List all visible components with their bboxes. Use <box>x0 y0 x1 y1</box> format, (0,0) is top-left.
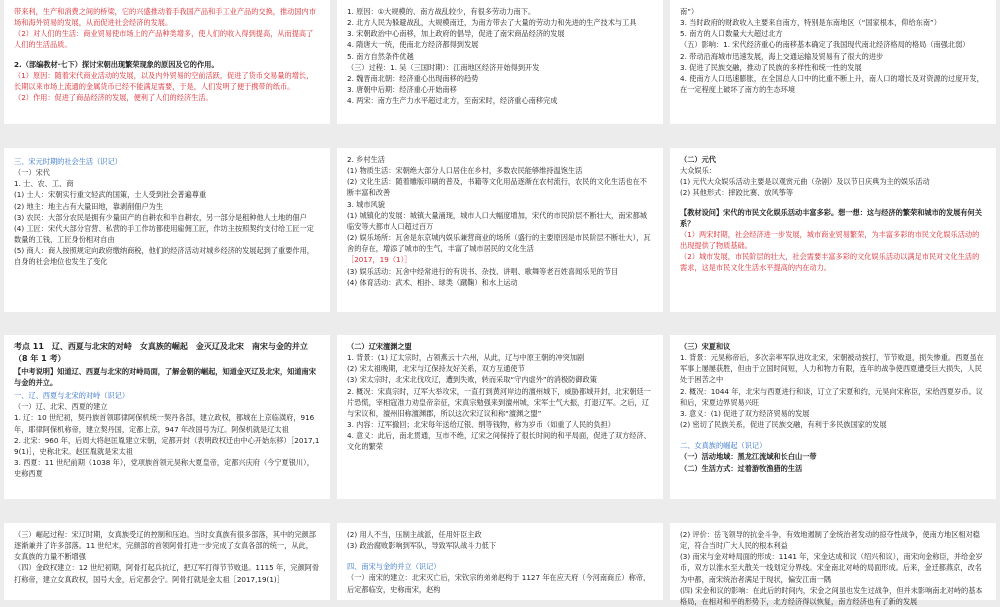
text-line: 2.（部编教材·七下）探讨宋朝出现繁荣现象的原因及它的作用。 <box>14 59 219 69</box>
text-line: 【中考说明】知道辽、西夏与北宋的对峙局面，了解金朝的崛起，知道金灭辽及北宋，知道南宋与金的并立。 <box>14 366 316 387</box>
text-line: (1) 士人：宋朝实行重文轻武的国策，士人受到社会普遍尊重 <box>14 190 207 200</box>
text-line: （2）城市发展，市民阶层的壮大，社会需要丰富多彩的文化娱乐活动以满足市民对文化生活的需求，这是市民文化生活水平提高的内在动力。 <box>680 252 980 273</box>
text-line: 3. 宋朝政治中心南移，加上政府的倡导，促进了南宋商品经济的发展 <box>347 29 565 39</box>
text-line: （1）原因：随着宋代商业活动的发展，以及内外贸易的空前活跃，促进了货币交易量的增长，长期以来市场上流通的金属货币已经不能满足需要，于是，人们发明了便于携带的纸币。 <box>14 70 314 91</box>
text-line: 4. 意义：此后，南北贯通，互市不绝，辽宋之间保持了很长时间的和平局面，促进了双方经济、文化的繁荣 <box>347 431 651 452</box>
text-line: (4) 体育活动：武术、相扑、球类（蹴鞠）和水上运动 <box>347 277 518 287</box>
text-line: 4. 隋唐大一统，使南北方经济都得到发展 <box>347 40 479 50</box>
text-line: （一）活动地域：黑龙江流域和长白山一带 <box>680 452 817 462</box>
text-line: 5. 南方的人口数量大大超过北方 <box>680 29 783 39</box>
text-line: 3. 促进了民族交融，推动了民族的多样性和统一性的发展 <box>680 62 862 72</box>
text-line: 2. 魏晋南北朝：经济重心出现南移的趋势 <box>347 73 479 83</box>
text-line: 5. 南方自然条件优越 <box>347 51 414 61</box>
text-line: 1. 背景：元昊称帝后，多次亲率军队进攻北宋，宋朝被动挨打，节节败退，损失惨重。西夏虽在军事上屡屡获胜，但由于立国时间短，人力和物力有限，连年的战争使西夏遭受巨大损失，人民处于困苦之中 <box>680 353 984 385</box>
text-line: 四、南宋与金的并立（识记） <box>347 562 441 572</box>
text-line: (1) 元代大众娱乐活动主要是以观赏元曲（杂剧）及以节日庆典为主的娱乐活动 <box>680 177 930 187</box>
text-line: 3. 意义：(1) 促进了双方经济贸易的发展 <box>680 408 810 418</box>
text-line <box>680 199 986 207</box>
text-line: (3) 政治腐败影响到军队，导致军队战斗力低下 <box>347 541 497 551</box>
text-line: （1）两宋时期，社会经济进一步发展，城市商业贸易繁荣，为丰富多彩的市民文化娱乐活动的出现提供了物质基础。 <box>680 229 980 251</box>
text-line: （三）宋夏和议 <box>680 342 731 351</box>
text-line: （五）影响：1. 宋代经济重心的南移基本确定了我国现代南北经济格局的格局（南强北弱） <box>680 40 970 50</box>
text-line: （二）生活方式：过着游牧渔猎的生活 <box>680 463 803 473</box>
text-line: 大众娱乐： <box>680 166 716 176</box>
text-line: （2）作用：促进了商品经济的发展，便利了人们的经济生活。 <box>14 93 213 103</box>
text-line: 4. 两宋：南方生产力水平超过北方，至南宋时，经济重心南移完成 <box>347 96 558 106</box>
text-line: （三）崛起过程：宋辽时期，女真族受辽的控制和压迫。当时女真族有很多部落，其中的完颜部逐渐兼并了许多部落。11 世纪末，完颜部的首领阿骨打进一步完成了女真各部的统一，从此，女真族的力量不断增强 <box>14 530 316 562</box>
text-line: 考点 11 辽、西夏与北宋的对峙 女真族的崛起 金灭辽及北宋 南宋与金的并立（8 年 1 考） <box>14 342 308 364</box>
text-line: (2) 娱乐场所：瓦舍是东京城内娱乐兼营商业的场所（盛行的主要原因是市民阶层不断壮大），瓦舍的存在，增添了城市的生气，丰富了城市居民的文化生活 <box>347 233 651 254</box>
text-line: 【教材设问】宋代的市民文化娱乐活动丰富多彩。想一想：这与经济的繁荣和城市的发展有何关系？ <box>680 207 982 228</box>
slide-song-jin-treaty <box>670 523 996 606</box>
text-line: 南”） <box>680 7 699 16</box>
slide-song-xia-peace <box>670 335 996 499</box>
slide-southern-song <box>337 523 663 600</box>
slide-economic-center-reasons <box>337 0 663 124</box>
text-line: (2) 评价：岳飞领导的抗金斗争，有效地遏制了金统治者发动的掠夺性战争，使南方地区相对稳定，符合当时广大人民的根本利益 <box>680 530 980 551</box>
text-line: 3. 西夏：11 世纪前期（1038 年），党项族首领元昊称大夏皇帝，定都兴庆府（今宁夏银川），史称西夏 <box>14 458 314 479</box>
text-line: 一、辽、西夏与北宋的对峙（识记） <box>14 391 130 401</box>
text-line: （二）元代 <box>680 155 716 164</box>
text-line: 二、女真族的崛起（识记） <box>680 441 767 451</box>
text-line: 1. 背景：(1) 辽太宗时，占领燕云十六州，从此，辽与中原王朝的冲突加剧 <box>347 353 585 363</box>
text-line <box>347 551 653 559</box>
text-line: (3) 南宋与金对峙局面的形成：1141 年，宋金达成和议（绍兴和议），南宋向金称臣，并给金岁币，双方以淮水至大散关一线划定分界线。宋金南北对峙的局面形成。后来，金迁都燕京，改名为中都，南宋统治者满足于现状，偏安江南一隅 <box>680 552 983 584</box>
slide-song-social-classes <box>4 148 330 312</box>
text-line: 带来利，生产和消费之间的桥梁，它的兴盛推动着手我国产品和手工业产品的交换，推动国内市场和海外贸易的发展，从而促进社会经济的发展。 <box>14 7 316 28</box>
slide-jurchen-rise <box>4 523 330 600</box>
text-line: (2) 用人不当，压制主战派，任用奸臣主政 <box>347 530 482 539</box>
text-line: （一）南宋的建立：北宋灭亡后，宋钦宗的弟弟赵构于 1127 年在应天府（今河南商丘）称帝，后定都临安，史称南宋，赵构 <box>347 573 651 594</box>
text-line: (2) 文化生活：随着雕版印刷的普及，书籍等文化用品逐渐在农村流行，农民的文化生活也在不断丰富和改善 <box>347 177 647 198</box>
text-line: (3) 娱乐活动：瓦舍中经常进行的有说书、杂技、讲唱、歌舞等老百姓喜闻乐见的节目 <box>347 266 619 276</box>
text-line: 2. 概况：1044 年，北宋与西夏进行和谈，订立了宋夏和约，元昊向宋称臣，宋给西夏岁币。议和后，宋夏边界贸易兴旺 <box>680 386 983 407</box>
text-line: (5) 商人：商人按照规定向政府缴纳商税，他们的经济活动对城乡经济的发展起到了重要作用，自身的社会地位也发生了变化 <box>14 246 314 267</box>
text-line <box>680 430 986 438</box>
text-line: 1. 原因：①大规模的、南方战乱较少，有很多劳动力南下。 <box>347 7 536 16</box>
text-line: 三、宋元时期的社会生活（识记） <box>14 157 122 166</box>
slide-chanyuan-treaty <box>337 335 663 499</box>
slide-economic-center-impact <box>670 0 996 124</box>
text-line: (2) 地主：地主占有大量田地，靠剥削佃户为生 <box>14 201 164 211</box>
text-line: （一）辽、北宋、西夏的建立 <box>14 402 108 412</box>
text-line: （四）金政权建立：12 世纪初期，阿骨打起兵抗辽，把辽军打得节节败退。1115 年，完颜阿骨打称帝，建立女真政权，国号大金，后定都会宁。阿骨打就是金太祖［2017,19(1)］ <box>14 563 320 584</box>
text-line: (2) 密切了民族关系，促进了民族交融，有利于多民族国家的发展 <box>680 420 887 430</box>
text-line: 2. 概况：宋真宗时，辽军大举攻宋，一直打到黄河岸边的澶州城下，威胁都城开封，北宋朝廷一片恐慌，宰相寇准力劝皇帝亲征，宋真宗勉强来到澶州城，宋军士气大振，打退辽军。之后，辽与宋议和，澶州旧称澶渊郡，所以这次宋辽议和称“澶渊之盟” <box>347 386 651 418</box>
text-line: 2. 北宋：960 年，后周大将赵匡胤建立宋朝，定都开封（表明政权迁由中心开始东移）［2017,19(1)］，史称北宋。赵匡胤就是宋太祖 <box>14 435 320 456</box>
text-line: (3) 宋太宗时，北宋北伐攻辽，遭到失败，转而采取“守内虚外”的消极防御政策 <box>347 375 597 385</box>
text-line: 2. 乡村生活 <box>347 155 385 164</box>
text-line: 1. 士、农、工、商 <box>14 179 74 189</box>
text-line: ［2017，19（1）］ <box>347 255 412 265</box>
slide-economy-questions <box>4 0 330 124</box>
text-line: 3. 当时政府的财政收入主要来自南方，特别是东南地区（“国家根本，仰给东南”） <box>680 18 941 28</box>
text-line: 2. 带动沿海城市迅速发展，海上交通运输及贸易有了很大的进步 <box>680 51 884 61</box>
slide-song-city-life <box>337 148 663 312</box>
text-line: （二）辽宋澶渊之盟 <box>347 342 412 351</box>
text-line: 4. 使南方人口迅速膨胀，在全国总人口中的比重不断上升，南人口的增长及对资源的过度开发，在一定程度上破坏了南方的生态环境 <box>680 73 984 95</box>
text-line: (1) 物质生活：宋朝绝大部分人口居住在乡村，多数农民能够维持温饱生活 <box>347 166 583 176</box>
text-line: 3. 内容：辽军撤回；北宋每年送给辽银、绢等钱物，称为岁币（如重了人民的负担） <box>347 420 615 430</box>
text-line: 3. 城市风貌 <box>347 199 385 209</box>
slide-yuan-entertainment <box>670 148 996 312</box>
text-line: 3. 唐朝中后期：经济重心开始南移 <box>347 85 457 95</box>
text-line: (四) 宋金和议的影响：在此后的时间内，宋金之间虽也发生过战争，但并未影响南北对峙的基本格局，在相对和平的形势下，北方经济得以恢复，南方经济也有了新的发展 <box>680 585 983 606</box>
text-line: （2）对人们的生活：商业贸易使市场上的产品种类增多，使人们的收入得到提高，从而提高了人们的生活品质。 <box>14 29 314 50</box>
text-line: (3) 农民：大部分农民是拥有少量田产的自耕农和半自耕农，另一部分是租种他人土地的佃户 <box>14 212 307 222</box>
text-line: 2. 北方人民为躲避战乱，大规模南迁，为南方带去了大量的劳动力和先进的生产技术与工具 <box>347 18 637 28</box>
text-line <box>14 51 320 59</box>
text-line: (2) 宋太祖晚期，北宋与辽保持友好关系，双方互通使节 <box>347 364 525 374</box>
text-line: （三）过程：1. 吴（三国时期）：江南地区经济开始得到开发 <box>347 62 540 72</box>
text-line: (2) 其他形式：摔跤比赛、放风筝等 <box>680 188 794 198</box>
slide-liao-xia-song <box>4 335 330 499</box>
text-line: 1. 辽：10 世纪初，契丹族首领耶律阿保机统一契丹各部，建立政权，都城在上京临潢府，916 年，耶律阿保机称帝，建立契丹国，定都上京，947 年改国号为辽。阿保机就是辽太祖 <box>14 413 315 434</box>
text-line: （一）宋代 <box>14 168 50 178</box>
text-line: (1) 城镇化的发展：城镇大量涌现，城市人口大幅度增加，宋代的市民阶层不断壮大，南宋都城临安等大都市人口超过百万 <box>347 210 647 231</box>
text-line: (4) 工匠：宋代大部分官营、私营的手工作坊都使用雇佣工匠，作坊主按照契约支付给工匠一定数量的工钱，工匠身份相对自由 <box>14 223 314 245</box>
